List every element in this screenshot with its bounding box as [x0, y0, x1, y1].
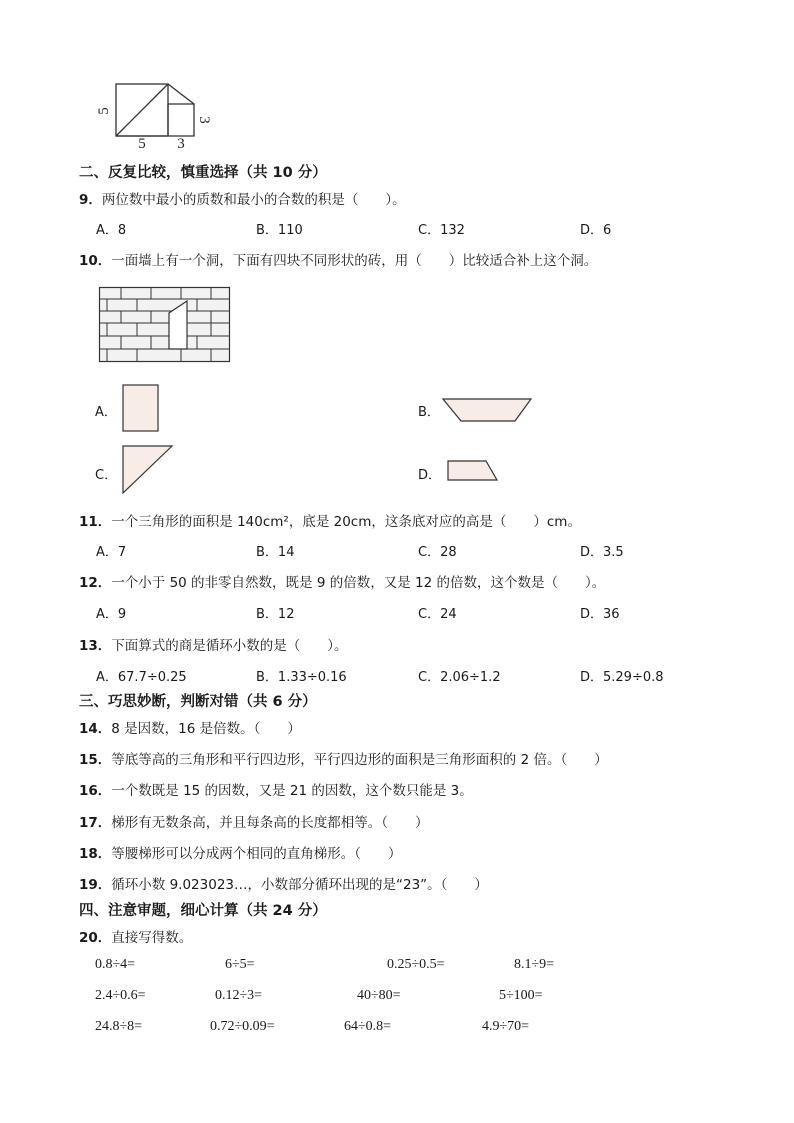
rectangle-brick[interactable]: [122, 384, 160, 434]
calc-item: 24.8÷8=: [95, 1019, 143, 1034]
q9-option-b[interactable]: B．110: [256, 223, 303, 238]
trapezoid-figure: [96, 80, 216, 150]
question-10: [79, 249, 597, 269]
q12-option-b[interactable]: B．12: [256, 607, 295, 622]
question-number: 17．: [79, 815, 112, 831]
q10-option-b[interactable]: B．: [418, 405, 440, 420]
calc-item: 2.4÷0.6=: [95, 988, 146, 1003]
q10-option-d[interactable]: D．: [418, 468, 442, 483]
section-3-title: 三、巧思妙断，判断对错（共 6 分）: [79, 694, 317, 710]
q9-option-c[interactable]: C．132: [418, 223, 465, 238]
question-number: 16．: [79, 783, 112, 799]
parallelogram-brick[interactable]: [446, 459, 500, 483]
figure-label-left: 5: [96, 107, 112, 115]
question-number: 13．: [79, 638, 112, 654]
q12-option-a[interactable]: A．9: [96, 607, 127, 622]
question-number: 11．: [79, 514, 112, 530]
question-number: 9．: [79, 192, 102, 208]
question-13: [79, 634, 348, 654]
q12-option-c[interactable]: C．24: [418, 607, 457, 622]
section-4-title: 四、注意审题，细心计算（共 24 分）: [79, 903, 327, 919]
question-number: 20．: [79, 930, 112, 946]
calc-item: 0.12÷3=: [215, 988, 263, 1003]
figure-label-bottom-a: 5: [138, 136, 146, 152]
question-15: [79, 748, 608, 768]
calc-item: 64÷0.8=: [344, 1019, 392, 1034]
calc-item: 4.9÷70=: [482, 1019, 530, 1034]
question-number: 14．: [79, 721, 112, 737]
question-12: [79, 571, 605, 591]
question-17: [79, 811, 429, 831]
q12-option-d[interactable]: D．36: [580, 607, 620, 622]
q13-option-d[interactable]: D．5.29÷0.8: [580, 670, 664, 685]
question-text: 梯形有无数条高，并且每条高的长度都相等。（ ）: [111, 815, 429, 831]
calc-item: 40÷80=: [357, 988, 401, 1003]
q11-option-c[interactable]: C．28: [418, 545, 457, 560]
question-text: 一个小于 50 的非零自然数，既是 9 的倍数，又是 12 的倍数，这个数是（ ）。: [111, 575, 606, 591]
q9-option-d[interactable]: D．6: [580, 223, 612, 238]
calc-item: 8.1÷9=: [514, 957, 555, 972]
question-19: [79, 873, 488, 893]
q9-option-a[interactable]: A．8: [96, 223, 127, 238]
trapezoid-brick[interactable]: [442, 398, 534, 424]
q13-option-c[interactable]: C．2.06÷1.2: [418, 670, 501, 685]
question-20: [79, 926, 192, 946]
q11-option-b[interactable]: B．14: [256, 545, 295, 560]
calc-item: 0.72÷0.09=: [210, 1019, 275, 1034]
question-text: 8 是因数，16 是倍数。（ ）: [111, 721, 301, 737]
question-text: 下面算式的商是循环小数的是（ ）。: [111, 638, 348, 654]
q13-option-b[interactable]: B．1.33÷0.16: [256, 670, 347, 685]
q10-option-a[interactable]: A．: [95, 405, 117, 420]
calc-item: 0.25÷0.5=: [387, 957, 445, 972]
question-number: 10．: [79, 253, 112, 269]
q11-option-a[interactable]: A．7: [96, 545, 127, 560]
q13-option-a[interactable]: A．67.7÷0.25: [96, 670, 187, 685]
q10-option-c[interactable]: C．: [95, 468, 118, 483]
calc-item: 6÷5=: [225, 957, 255, 972]
triangle-brick[interactable]: [121, 444, 175, 496]
question-16: [79, 779, 473, 799]
question-number: 18．: [79, 846, 112, 862]
figure-label-bottom-b: 3: [177, 136, 185, 152]
question-text: 循环小数 9.023023…，小数部分循环出现的是“23”。（ ）: [111, 877, 488, 893]
question-text: 等底等高的三角形和平行四边形，平行四边形的面积是三角形面积的 2 倍。（ ）: [111, 752, 608, 768]
question-text: 一个三角形的面积是 140cm²，底是 20cm，这条底对应的高是（ ）cm。: [111, 514, 581, 530]
question-text: 一个数既是 15 的因数，又是 21 的因数，这个数只能是 3。: [111, 783, 473, 799]
question-text: 等腰梯形可以分成两个相同的直角梯形。（ ）: [111, 846, 402, 862]
q11-option-d[interactable]: D．3.5: [580, 545, 624, 560]
section-2-title: 二、反复比较，慎重选择（共 10 分）: [79, 165, 327, 181]
question-text: 两位数中最小的质数和最小的合数的积是（ ）。: [101, 192, 406, 208]
question-text: 一面墙上有一个洞，下面有四块不同形状的砖，用（ ）比较适合补上这个洞。: [111, 253, 598, 269]
calc-item: 5÷100=: [499, 988, 543, 1003]
question-number: 12．: [79, 575, 112, 591]
calc-item: 0.8÷4=: [95, 957, 136, 972]
question-18: [79, 842, 402, 862]
question-number: 15．: [79, 752, 112, 768]
question-9: [79, 188, 406, 208]
question-11: [79, 510, 581, 530]
question-14: [79, 717, 301, 737]
brick-wall-with-hole: [99, 287, 231, 363]
question-number: 19．: [79, 877, 112, 893]
question-text: 直接写得数。: [111, 930, 193, 946]
figure-label-right: 3: [196, 116, 212, 124]
